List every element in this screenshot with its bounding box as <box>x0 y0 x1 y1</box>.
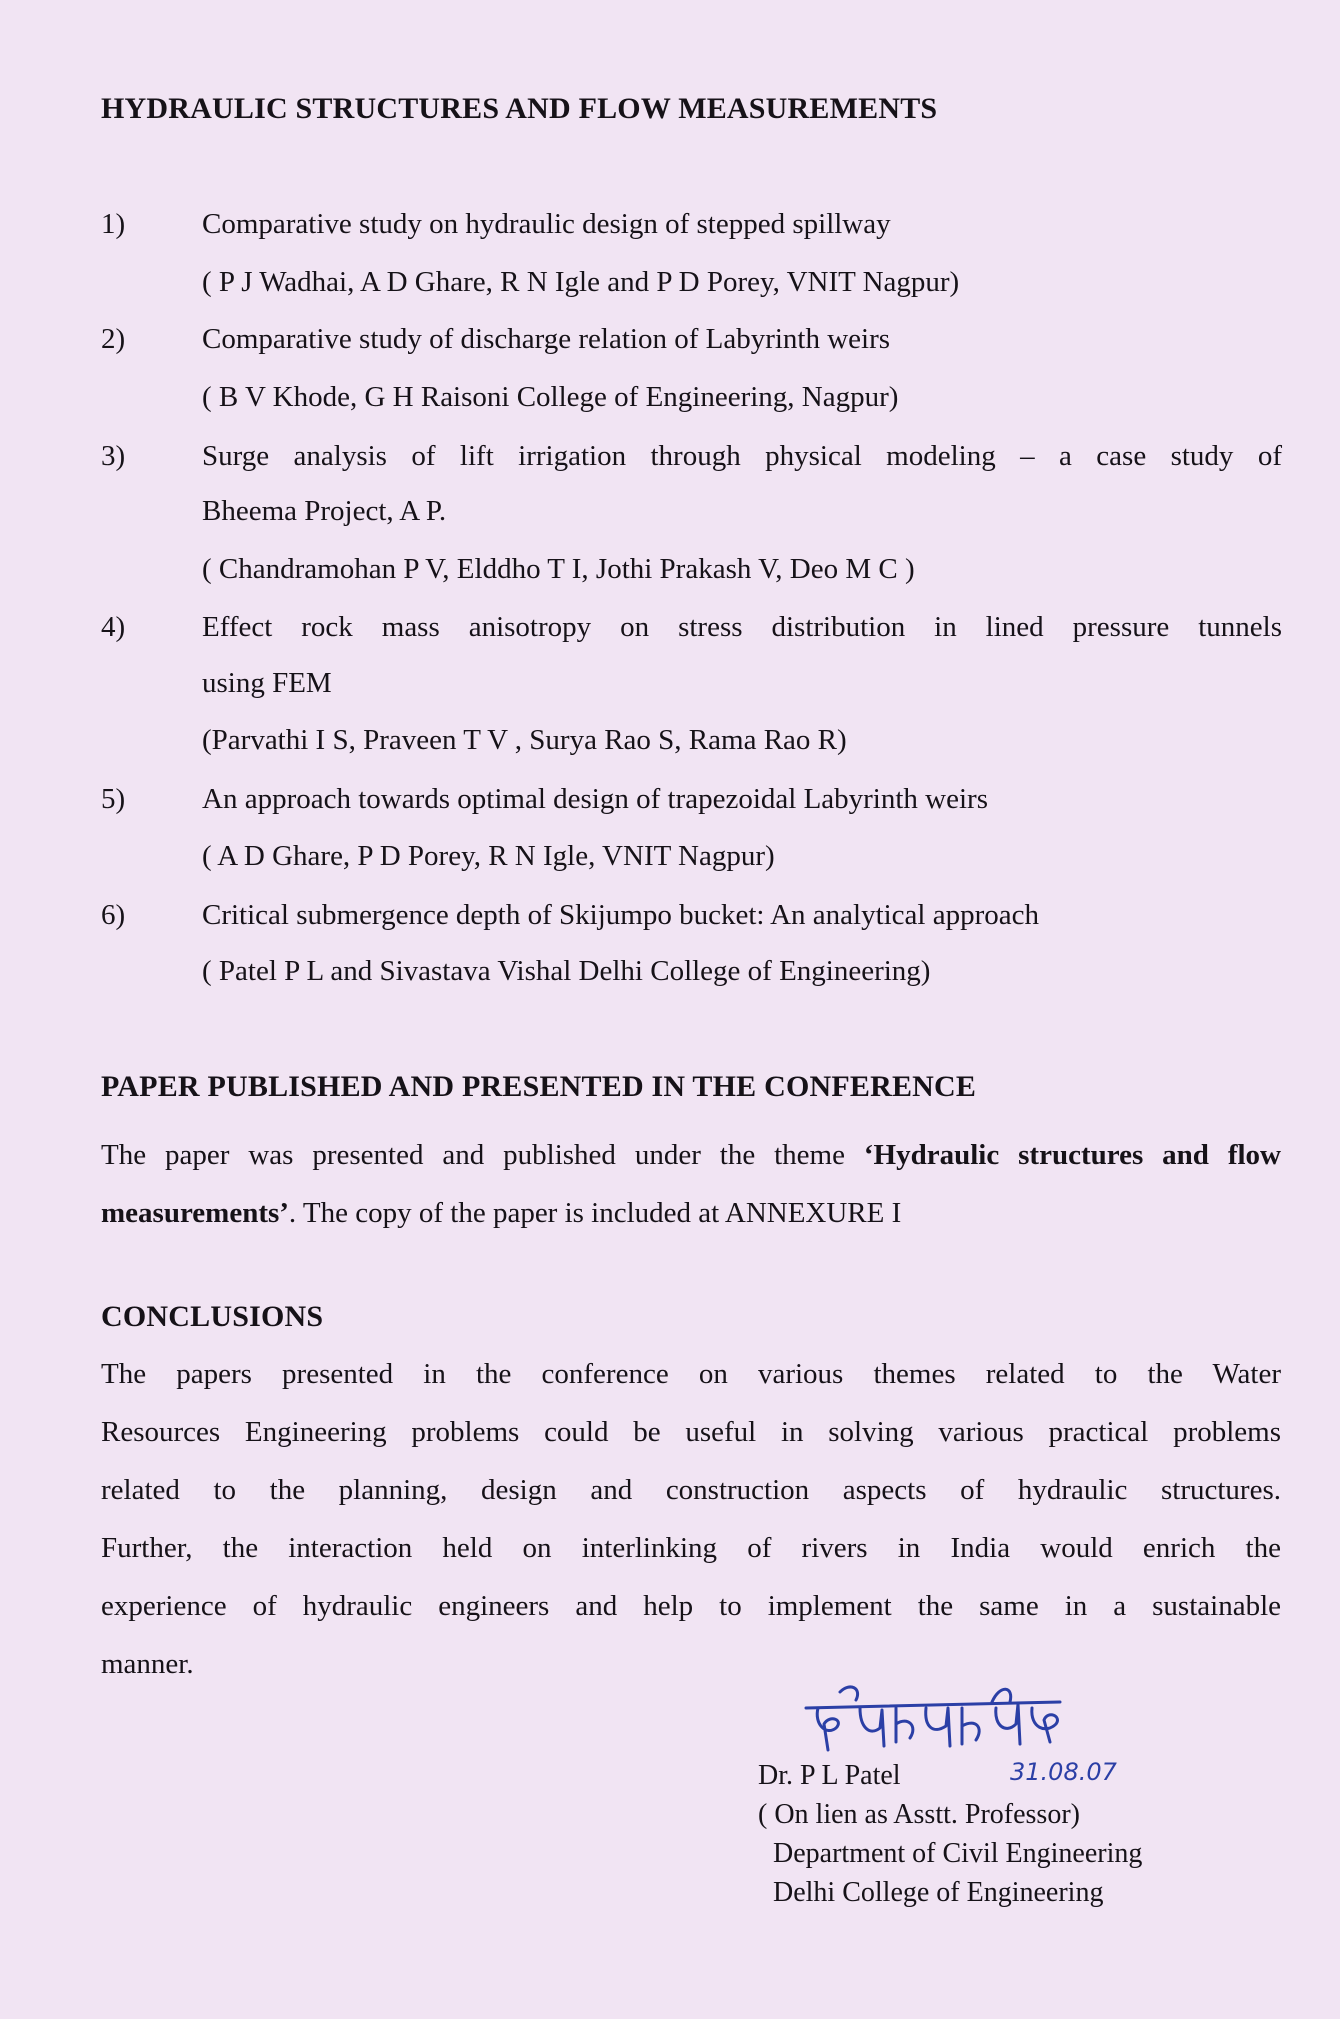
paper-number: 2) <box>101 323 126 355</box>
paper-number: 1) <box>101 208 126 240</box>
paper-title: Comparative study on hydraulic design of stepped spillway <box>202 208 891 240</box>
conclusion-line: The papers presented in the conference on various themes related to the Water <box>101 1358 1281 1390</box>
signatory-institution: Delhi College of Engineering <box>773 1877 1104 1908</box>
paper-title: Comparative study of discharge relation of Labyrinth weirs <box>202 323 891 355</box>
section-heading-hydraulic-structures: HYDRAULIC STRUCTURES AND FLOW MEASUREMENTS <box>101 92 938 125</box>
paper-title-line: Effect rock mass anisotropy on stress distribution in lined pressure tunnels <box>202 611 1282 643</box>
conclusion-line: experience of hydraulic engineers and help to implement the same in a sustainable <box>101 1590 1281 1622</box>
paper-title-line: using FEM <box>202 667 332 699</box>
section-heading-conclusions: CONCLUSIONS <box>101 1300 324 1333</box>
paper-authors: ( B V Khode, G H Raisoni College of Engineering, Nagpur) <box>202 381 899 413</box>
section-heading-paper-published: PAPER PUBLISHED AND PRESENTED IN THE CONFERENCE <box>101 1070 977 1103</box>
signatory-department: Department of Civil Engineering <box>773 1838 1143 1869</box>
signature-date: 31.08.07 <box>1010 1758 1117 1786</box>
theme-name: ‘Hydraulic structures and flow measurements’ <box>101 1139 1281 1229</box>
paper-authors: ( Chandramohan P V, Elddho T I, Jothi Prakash V, Deo M C ) <box>202 553 915 585</box>
signatory-name: Dr. P L Patel <box>758 1760 901 1791</box>
signatory-position: ( On lien as Asstt. Professor) <box>758 1799 1080 1830</box>
theme-intro-text: The paper was presented and published under the theme <box>101 1139 864 1171</box>
paper-title-line: Surge analysis of lift irrigation through physical modeling – a case study of <box>202 440 1282 472</box>
paper-title-line: Bheema Project, A P. <box>202 495 447 527</box>
paper-number: 6) <box>101 899 126 931</box>
conclusion-line: Resources Engineering problems could be useful in solving various practical problems <box>101 1416 1281 1448</box>
paper-authors: (Parvathi I S, Praveen T V , Surya Rao S, Rama Rao R) <box>202 724 847 756</box>
conclusion-line: manner. <box>101 1648 194 1680</box>
conclusion-line: related to the planning, design and construction aspects of hydraulic structures. <box>101 1474 1281 1506</box>
paper-number: 3) <box>101 440 126 472</box>
conclusion-line: Further, the interaction held on interlinking of rivers in India would enrich the <box>101 1532 1281 1564</box>
paper-authors: ( P J Wadhai, A D Ghare, R N Igle and P D Porey, VNIT Nagpur) <box>202 266 960 298</box>
paper-title: Critical submergence depth of Skijumpo bucket: An analytical approach <box>202 899 1040 931</box>
paper-number: 5) <box>101 783 126 815</box>
paper-number: 4) <box>101 611 126 643</box>
paper-authors: ( A D Ghare, P D Porey, R N Igle, VNIT Nagpur) <box>202 840 775 872</box>
paper-published-paragraph <box>101 1126 1281 1242</box>
paper-authors: ( Patel P L and Sivastava Vishal Delhi College of Engineering) <box>202 955 931 987</box>
annexure-text: . The copy of the paper is included at ANNEXURE I <box>288 1197 902 1229</box>
paper-title: An approach towards optimal design of trapezoidal Labyrinth weirs <box>202 783 988 815</box>
